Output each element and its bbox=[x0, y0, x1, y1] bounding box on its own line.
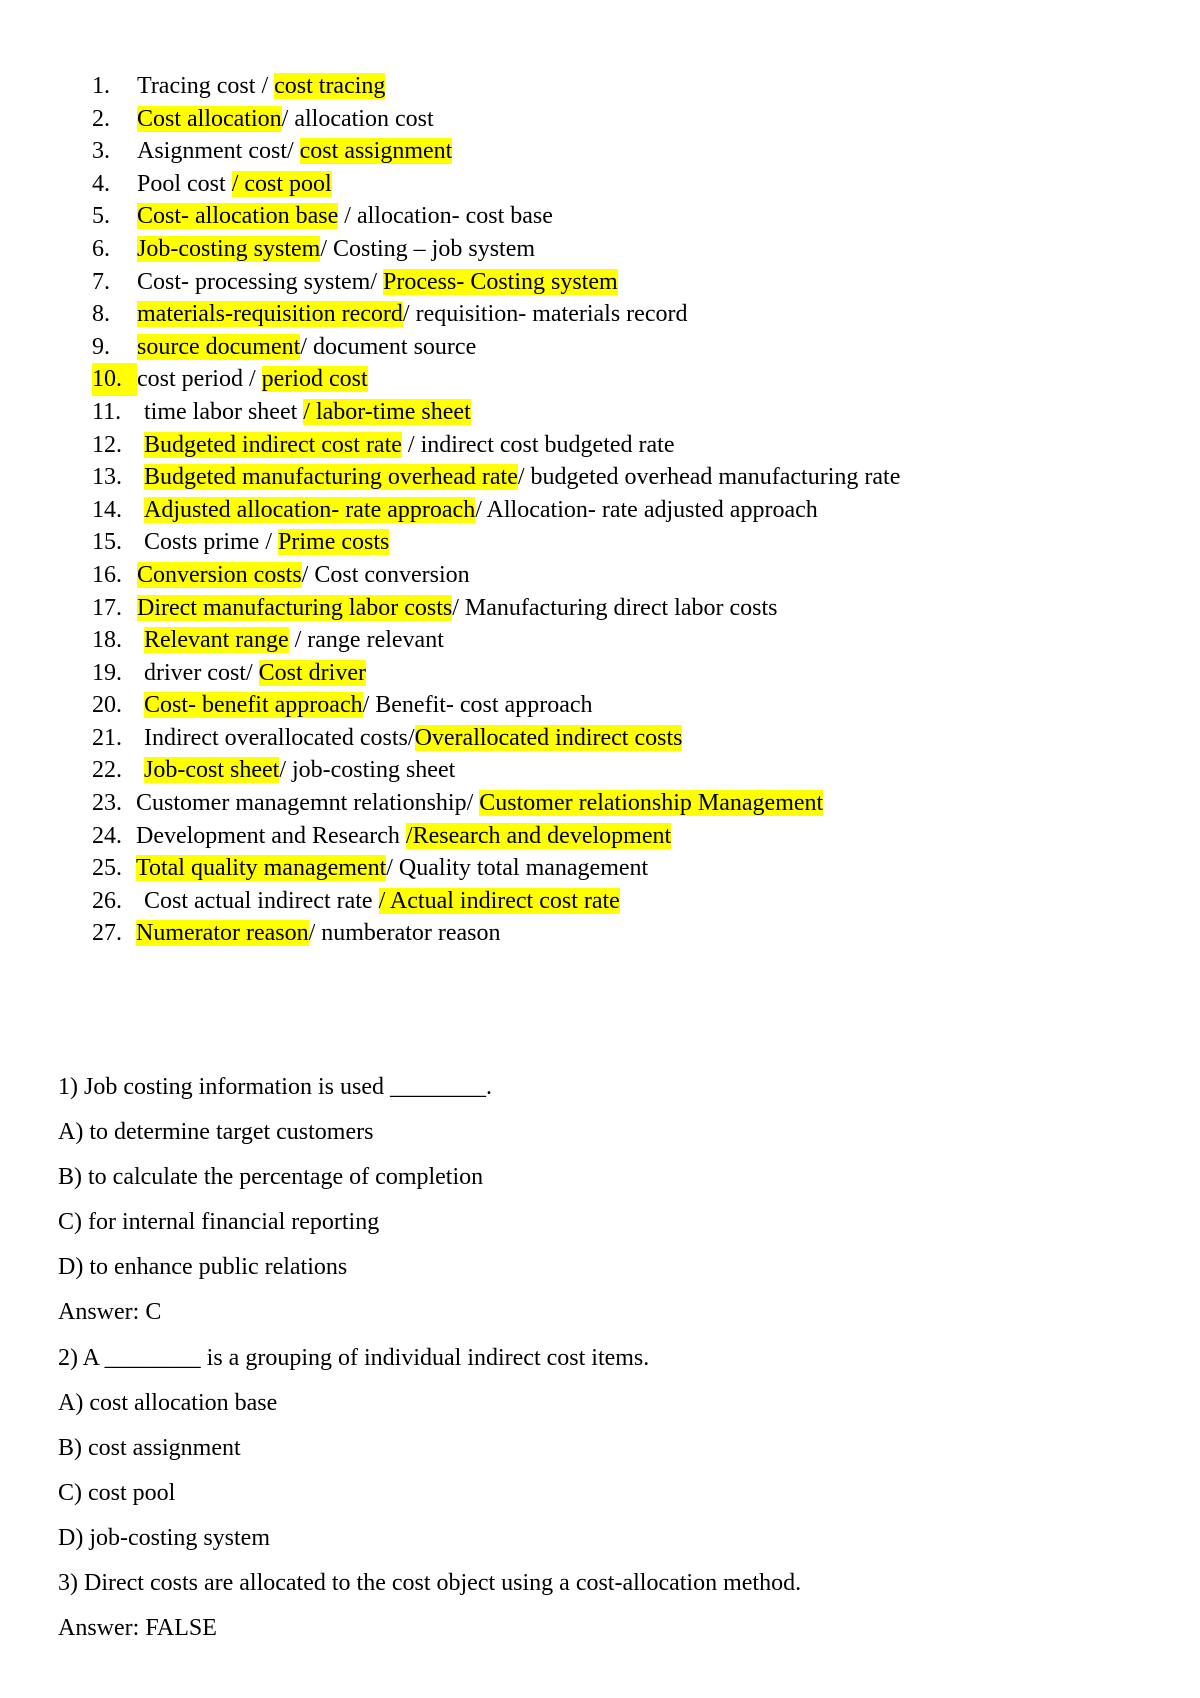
highlighted-term: Cost- benefit approach bbox=[144, 692, 363, 719]
term-text: Tracing cost / bbox=[137, 73, 275, 99]
term-text: / Cost conversion bbox=[301, 561, 470, 588]
list-item bbox=[92, 885, 1172, 918]
term-text: Cost- processing system/ bbox=[137, 268, 383, 295]
term-text: / Quality total management bbox=[386, 855, 649, 882]
list-number: 6. bbox=[92, 235, 110, 262]
choice-line: A) cost allocation base bbox=[58, 1389, 278, 1416]
term-text: Development and Research bbox=[136, 822, 406, 849]
highlighted-term: Cost allocation bbox=[137, 105, 282, 132]
choice-line: A) to determine target customers bbox=[58, 1119, 374, 1146]
highlighted-term: cost tracing bbox=[274, 73, 386, 99]
list-item bbox=[92, 103, 1172, 136]
question-line: 1) Job costing information is used ________. bbox=[58, 1074, 492, 1100]
term-text: time labor sheet bbox=[144, 398, 304, 425]
list-number: 14. bbox=[92, 496, 122, 523]
list-number: 4. bbox=[92, 170, 110, 197]
list-item bbox=[92, 363, 1172, 396]
highlighted-term: / Actual indirect cost rate bbox=[378, 887, 620, 914]
question-line: 3) Direct costs are allocated to the cost object using a cost-allocation method. bbox=[58, 1570, 802, 1597]
list-number: 9. bbox=[92, 333, 110, 360]
list-item bbox=[92, 820, 1172, 853]
term-text: Asignment cost/ bbox=[137, 138, 300, 165]
list-item bbox=[92, 722, 1172, 755]
term-text: Indirect overallocated costs/ bbox=[144, 724, 415, 751]
list-item bbox=[92, 200, 1172, 233]
highlighted-term: Budgeted indirect cost rate bbox=[144, 431, 402, 458]
list-item bbox=[92, 917, 1172, 950]
choice-line: D) to enhance public relations bbox=[58, 1254, 348, 1281]
question-line: 2) A ________ is a grouping of individual indirect cost items. bbox=[58, 1344, 650, 1371]
term-text: / range relevant bbox=[288, 627, 444, 654]
highlighted-term: period cost bbox=[261, 366, 368, 393]
choice-line: B) to calculate the percentage of completion bbox=[58, 1164, 484, 1191]
list-number: 19. bbox=[92, 659, 122, 686]
highlighted-term: Conversion costs bbox=[137, 561, 302, 588]
list-item bbox=[92, 331, 1172, 364]
question-block bbox=[58, 1065, 1158, 1651]
list-number: 5. bbox=[92, 203, 110, 230]
answer-line: Answer: C bbox=[58, 1299, 162, 1326]
term-text: / numberator reason bbox=[308, 920, 501, 947]
highlighted-term: Relevant range bbox=[144, 627, 289, 654]
term-text: / allocation cost bbox=[281, 105, 434, 132]
highlighted-term: /Research and development bbox=[405, 822, 672, 849]
list-number: 24. bbox=[92, 822, 122, 849]
term-text: Costs prime / bbox=[144, 529, 279, 556]
list-number: 27. bbox=[92, 920, 122, 947]
list-item bbox=[92, 461, 1172, 494]
list-number: 23. bbox=[92, 790, 122, 817]
term-text: / Manufacturing direct labor costs bbox=[452, 594, 778, 621]
list-item bbox=[92, 559, 1172, 592]
list-number: 7. bbox=[92, 268, 110, 295]
list-item bbox=[92, 754, 1172, 787]
highlighted-term: Total quality management bbox=[136, 855, 387, 882]
term-text: / allocation- cost base bbox=[338, 203, 553, 230]
list-item bbox=[92, 657, 1172, 690]
list-number: 3. bbox=[92, 138, 110, 165]
list-number: 10. bbox=[92, 363, 137, 396]
choice-line: C) cost pool bbox=[58, 1479, 176, 1506]
highlighted-term: Direct manufacturing labor costs bbox=[137, 594, 453, 621]
list-number: 25. bbox=[92, 855, 122, 882]
list-number: 12. bbox=[92, 431, 122, 458]
list-number: 16. bbox=[92, 561, 122, 588]
choice-line: C) for internal financial reporting bbox=[58, 1209, 380, 1236]
highlighted-term: / labor-time sheet bbox=[303, 398, 471, 425]
highlighted-term: Customer relationship Management bbox=[479, 790, 824, 817]
list-item bbox=[92, 233, 1172, 266]
term-text: / budgeted overhead manufacturing rate bbox=[517, 464, 901, 491]
highlighted-term: / cost pool bbox=[231, 170, 332, 197]
list-number: 22. bbox=[92, 757, 122, 784]
highlighted-term: Job-cost sheet bbox=[144, 757, 280, 784]
list-item bbox=[92, 852, 1172, 885]
term-text: cost period / bbox=[137, 366, 262, 393]
list-number: 1. bbox=[92, 73, 110, 99]
list-item bbox=[92, 494, 1172, 527]
list-item bbox=[92, 526, 1172, 559]
term-text: driver cost/ bbox=[144, 659, 259, 686]
list-number: 15. bbox=[92, 529, 122, 556]
highlighted-term: Cost- allocation base bbox=[137, 203, 339, 230]
choice-line: D) job-costing system bbox=[58, 1524, 270, 1551]
list-number: 17. bbox=[92, 594, 122, 621]
list-item bbox=[92, 787, 1172, 820]
term-text: Pool cost bbox=[137, 170, 232, 197]
highlighted-term: source document bbox=[137, 333, 301, 360]
list-item bbox=[92, 266, 1172, 299]
list-number: 2. bbox=[92, 105, 110, 132]
term-text: / Benefit- cost approach bbox=[362, 692, 593, 719]
highlighted-term: Prime costs bbox=[278, 529, 390, 556]
list-number: 21. bbox=[92, 724, 122, 751]
list-item bbox=[92, 689, 1172, 722]
term-text: Cost actual indirect rate bbox=[144, 887, 379, 914]
term-text: Customer managemnt relationship/ bbox=[136, 790, 480, 817]
answer-line: Answer: FALSE bbox=[58, 1615, 217, 1642]
term-text: / document source bbox=[300, 333, 477, 360]
highlighted-term: cost assignment bbox=[299, 138, 453, 165]
term-text: / requisition- materials record bbox=[402, 301, 688, 328]
highlighted-term: Numerator reason bbox=[136, 920, 309, 947]
list-item bbox=[92, 429, 1172, 462]
highlighted-term: Adjusted allocation- rate approach bbox=[144, 496, 476, 523]
highlighted-term: Process- Costing system bbox=[383, 268, 618, 295]
list-number: 13. bbox=[92, 464, 122, 491]
choice-line: B) cost assignment bbox=[58, 1434, 241, 1461]
term-text: / indirect cost budgeted rate bbox=[401, 431, 675, 458]
term-text: / Allocation- rate adjusted approach bbox=[475, 496, 818, 523]
highlighted-term: Overallocated indirect costs bbox=[414, 724, 683, 751]
list-item bbox=[92, 70, 1172, 103]
term-text: / Costing – job system bbox=[320, 235, 536, 262]
list-number: 20. bbox=[92, 692, 122, 719]
highlighted-term: materials-requisition record bbox=[137, 301, 403, 328]
list-item bbox=[92, 396, 1172, 429]
list-number: 26. bbox=[92, 887, 122, 914]
highlighted-term: Budgeted manufacturing overhead rate bbox=[144, 464, 518, 491]
term-list bbox=[92, 70, 1172, 950]
list-number: 8. bbox=[92, 301, 110, 328]
list-item bbox=[92, 135, 1172, 168]
list-item bbox=[92, 592, 1172, 625]
term-text: / job-costing sheet bbox=[279, 757, 456, 784]
list-number: 18. bbox=[92, 627, 122, 654]
highlighted-term: Cost driver bbox=[258, 659, 366, 686]
list-item bbox=[92, 168, 1172, 201]
highlighted-term: Job-costing system bbox=[137, 235, 321, 262]
list-item bbox=[92, 624, 1172, 657]
list-item bbox=[92, 298, 1172, 331]
list-number: 11. bbox=[92, 398, 122, 425]
